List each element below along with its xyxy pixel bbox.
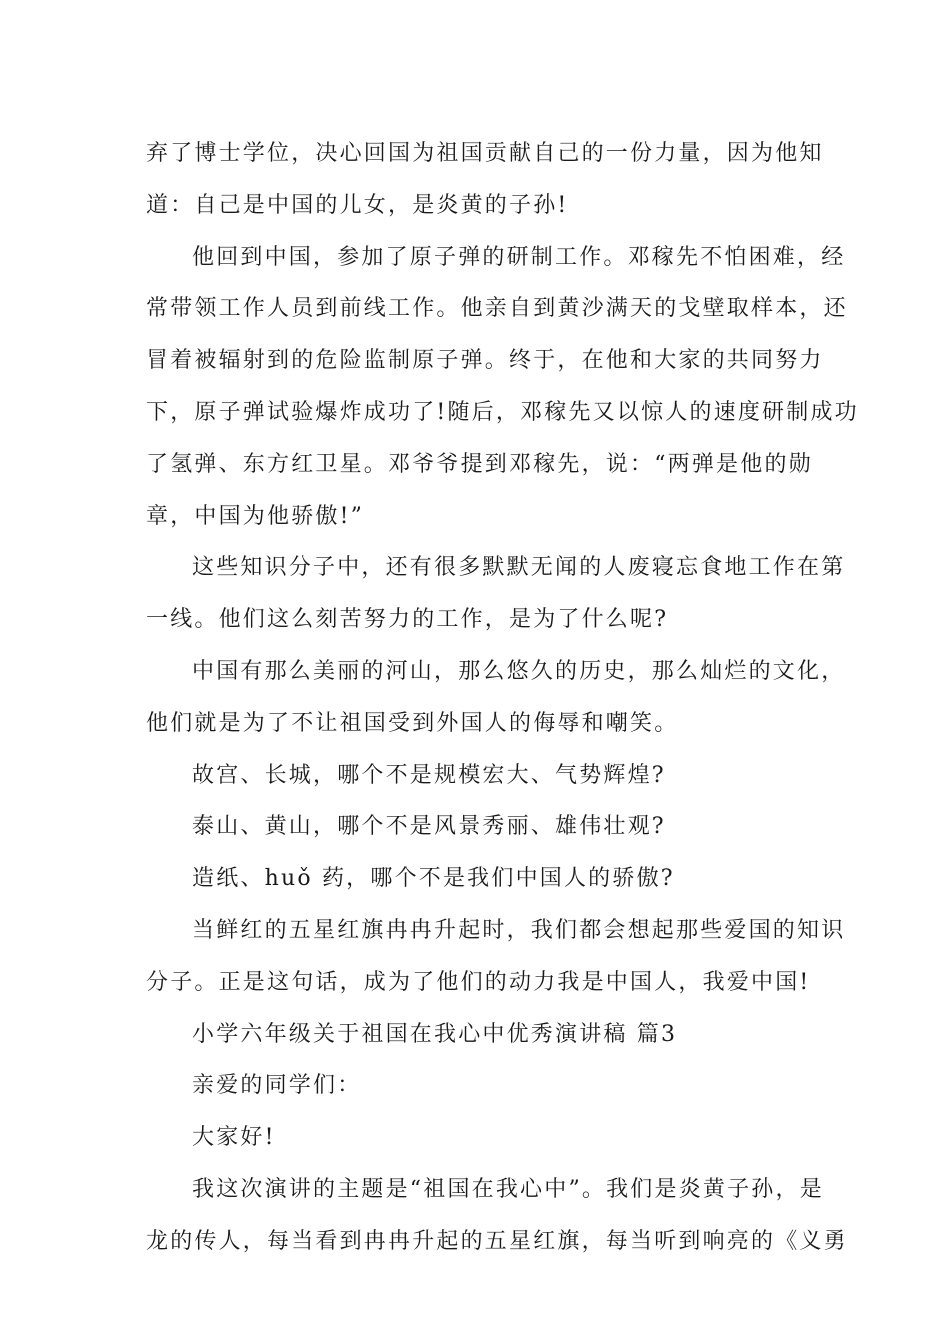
document-body — [146, 128, 859, 1268]
paragraph — [146, 801, 806, 853]
section-heading — [146, 1009, 806, 1061]
paragraph — [146, 853, 806, 905]
paragraph — [146, 128, 824, 232]
text-line: 他回到中国，参加了原子弹的研制工作。邓稼先不怕困难，经 — [192, 244, 846, 270]
paragraph — [146, 646, 846, 750]
text-line: 造纸、huǒ 药，哪个不是我们中国人的骄傲? — [192, 866, 675, 892]
text-line: 泰山、黄山，哪个不是风景秀丽、雄伟壮观? — [192, 814, 666, 840]
text-line: 龙的传人，每当看到冉冉升起的五星红旗，每当听到响亮的《义勇 — [146, 1228, 848, 1254]
text-line: 小学六年级关于祖国在我心中优秀演讲稿 篇3 — [192, 1021, 678, 1047]
text-line: 常带领工作人员到前线工作。他亲自到黄沙满天的戈壁取样本，还 — [146, 296, 848, 322]
text-line: 下，原子弹试验爆炸成功了!随后，邓稼先又以惊人的速度研制成功 — [146, 399, 859, 425]
text-line: 弃了博士学位，决心回国为祖国贡献自己的一份力量，因为他知 — [146, 141, 824, 166]
text-line: 亲爱的同学们： — [192, 1073, 362, 1099]
paragraph — [146, 1164, 848, 1268]
text-line: 这些知识分子中，还有很多默默无闻的人废寝忘食地工作在第 — [192, 555, 846, 581]
text-line: 冒着被辐射到的危险监制原子弹。终于，在他和大家的共同努力 — [146, 348, 824, 374]
paragraph — [146, 750, 806, 802]
text-line: 中国有那么美丽的河山，那么悠久的历史，那么灿烂的文化， — [192, 658, 846, 684]
text-line: 故宫、长城，哪个不是规模宏大、气势辉煌? — [192, 762, 666, 788]
text-line: 一线。他们这么刻苦努力的工作，是为了什么呢? — [146, 607, 669, 633]
paragraph — [146, 905, 846, 1009]
text-line: 大家好! — [192, 1125, 276, 1151]
paragraph — [146, 542, 846, 646]
text-line: 章，中国为他骄傲!” — [146, 503, 365, 529]
text-line: 当鲜红的五星红旗冉冉升起时，我们都会想起那些爱国的知识 — [192, 917, 846, 943]
paragraph — [146, 232, 859, 543]
salutation — [146, 1060, 806, 1112]
greeting — [146, 1112, 806, 1164]
text-line: 他们就是为了不让祖国受到外国人的侮辱和嘲笑。 — [146, 710, 679, 736]
text-line: 我这次演讲的主题是“祖国在我心中”。我们是炎黄子孙，是 — [192, 1176, 824, 1202]
text-line: 分子。正是这句话，成为了他们的动力我是中国人，我爱中国! — [146, 969, 811, 995]
text-line: 道：自己是中国的儿女，是炎黄的子孙! — [146, 192, 569, 218]
text-line: 了氢弹、东方红卫星。邓爷爷提到邓稼先，说：“两弹是他的勋 — [146, 451, 813, 477]
